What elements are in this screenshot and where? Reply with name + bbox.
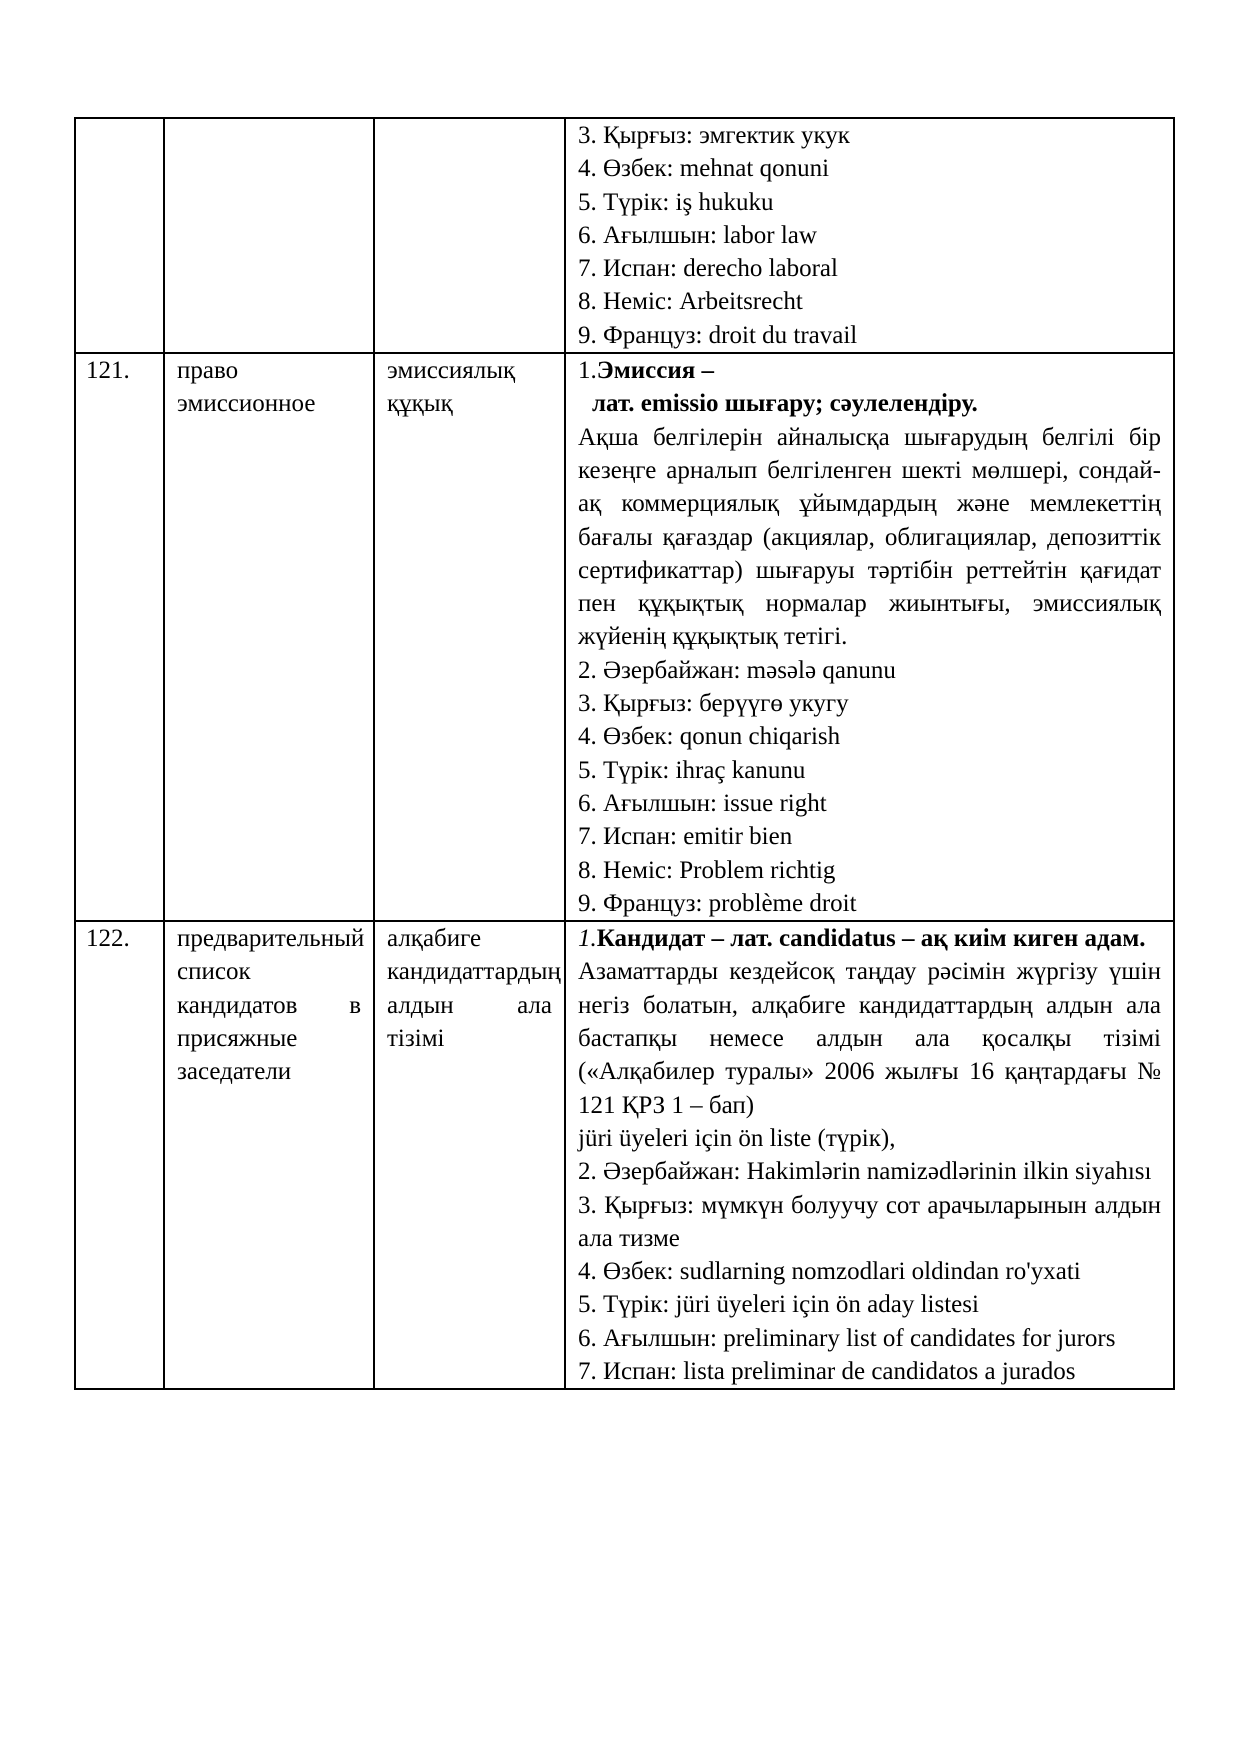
kazakh-term bbox=[374, 118, 565, 353]
term-definition: Ақша белгілерін айналысқа шығарудың белгілі бір кезеңге арналып белгіленген шекті мөлшері, сондай-ақ коммерциялық ұйымдардың және мемлекеттің бағалы қағаздар (акциялар, облигациялар, депозиттік сертификаттар) шығаруы тәртібін реттейтін қағидат пен құқықтық нормалар жиынтығы, эмиссиялық жүйенің құқықтық тетігі. bbox=[578, 423, 1161, 651]
row-number bbox=[75, 118, 164, 353]
translation-line: 2. Әзербайжан: məsələ qanunu bbox=[578, 656, 896, 684]
translation-line: 8. Неміс: Arbeitsrecht bbox=[578, 288, 803, 316]
translation-line: 8. Неміс: Problem richtig bbox=[578, 856, 836, 884]
translation-line: 3. Қырғыз: мүмкүн болуучу сот арачыларынын алдын ала тизме bbox=[578, 1191, 1161, 1252]
translation-line: 4. Өзбек: qonun chiqarish bbox=[578, 723, 841, 751]
translations-cell bbox=[565, 353, 1174, 921]
term-number: 1. bbox=[578, 925, 597, 953]
term-etymology: лат. emissio шығару; сәулелендіру. bbox=[592, 390, 978, 418]
translations-cell bbox=[565, 921, 1174, 1389]
translation-line: 7. Испан: emitir bien bbox=[578, 823, 793, 851]
table-row bbox=[75, 921, 1174, 1389]
translation-line: 9. Француз: droit du travail bbox=[578, 321, 858, 349]
russian-term: право эмиссионное bbox=[164, 353, 374, 921]
term-definition: Азаматтарды кездейсоқ таңдау рәсімін жүргізу үшін негіз болатын, алқабиге кандидаттардың алдын ала бастапқы немесе алдын ала қосалқы тізімі («Алқабилер туралы» 2006 жылғы 16 қаңтардағы № 121 ҚРЗ 1 – бап) bbox=[578, 958, 1161, 1119]
row-number: 121. bbox=[75, 353, 164, 921]
translation-line: 6. Ағылшын: preliminary list of candidates for jurors bbox=[578, 1324, 1116, 1352]
table-row bbox=[75, 118, 1174, 353]
kazakh-term: алқабиге кандидаттардың алдын ала тізімі bbox=[374, 921, 565, 1389]
translation-line: 5. Түрік: jüri üyeleri için ön aday listesi bbox=[578, 1291, 979, 1319]
translation-line: 2. Әзербайжан: Hakimlərin namizədlərinin ilkin siyahısı bbox=[578, 1158, 1152, 1186]
term-title: Кандидат – лат. candidatus – ақ киім киген адам. bbox=[596, 925, 1146, 953]
translation-line: 4. Өзбек: sudlarning nomzodlari oldindan ro'yxati bbox=[578, 1258, 1081, 1286]
translation-line: 9. Француз: problème droit bbox=[578, 889, 857, 917]
glossary-table bbox=[74, 117, 1175, 1390]
translation-line: jüri üyeleri için ön liste (түрік), bbox=[578, 1124, 896, 1152]
term-heading bbox=[578, 354, 1161, 387]
translation-line: 5. Түрік: ihraç kanunu bbox=[578, 756, 806, 784]
translation-line: 6. Ағылшын: issue right bbox=[578, 789, 827, 817]
russian-term: предварительный список кандидатов в присяжные заседатели bbox=[164, 921, 374, 1389]
translation-line: 7. Испан: derecho laboral bbox=[578, 255, 838, 283]
translation-line: 4. Өзбек: mehnat qonuni bbox=[578, 155, 830, 183]
term-number: 1. bbox=[578, 357, 597, 385]
translations-cell bbox=[565, 118, 1174, 353]
table-row bbox=[75, 353, 1174, 921]
row-number: 122. bbox=[75, 921, 164, 1389]
translation-line: 3. Қырғыз: берүүгө укугу bbox=[578, 690, 849, 718]
translation-line: 5. Түрік: iş hukuku bbox=[578, 188, 774, 216]
translation-line: 7. Испан: lista preliminar de candidatos a jurados bbox=[578, 1357, 1076, 1385]
term-title: Эмиссия – bbox=[596, 357, 715, 385]
translation-line: 3. Қырғыз: эмгектик укук bbox=[578, 122, 850, 149]
russian-term bbox=[164, 118, 374, 353]
kazakh-term: эмиссиялық құқық bbox=[374, 353, 565, 921]
term-heading bbox=[578, 922, 1161, 955]
translation-line: 6. Ағылшын: labor law bbox=[578, 221, 817, 249]
